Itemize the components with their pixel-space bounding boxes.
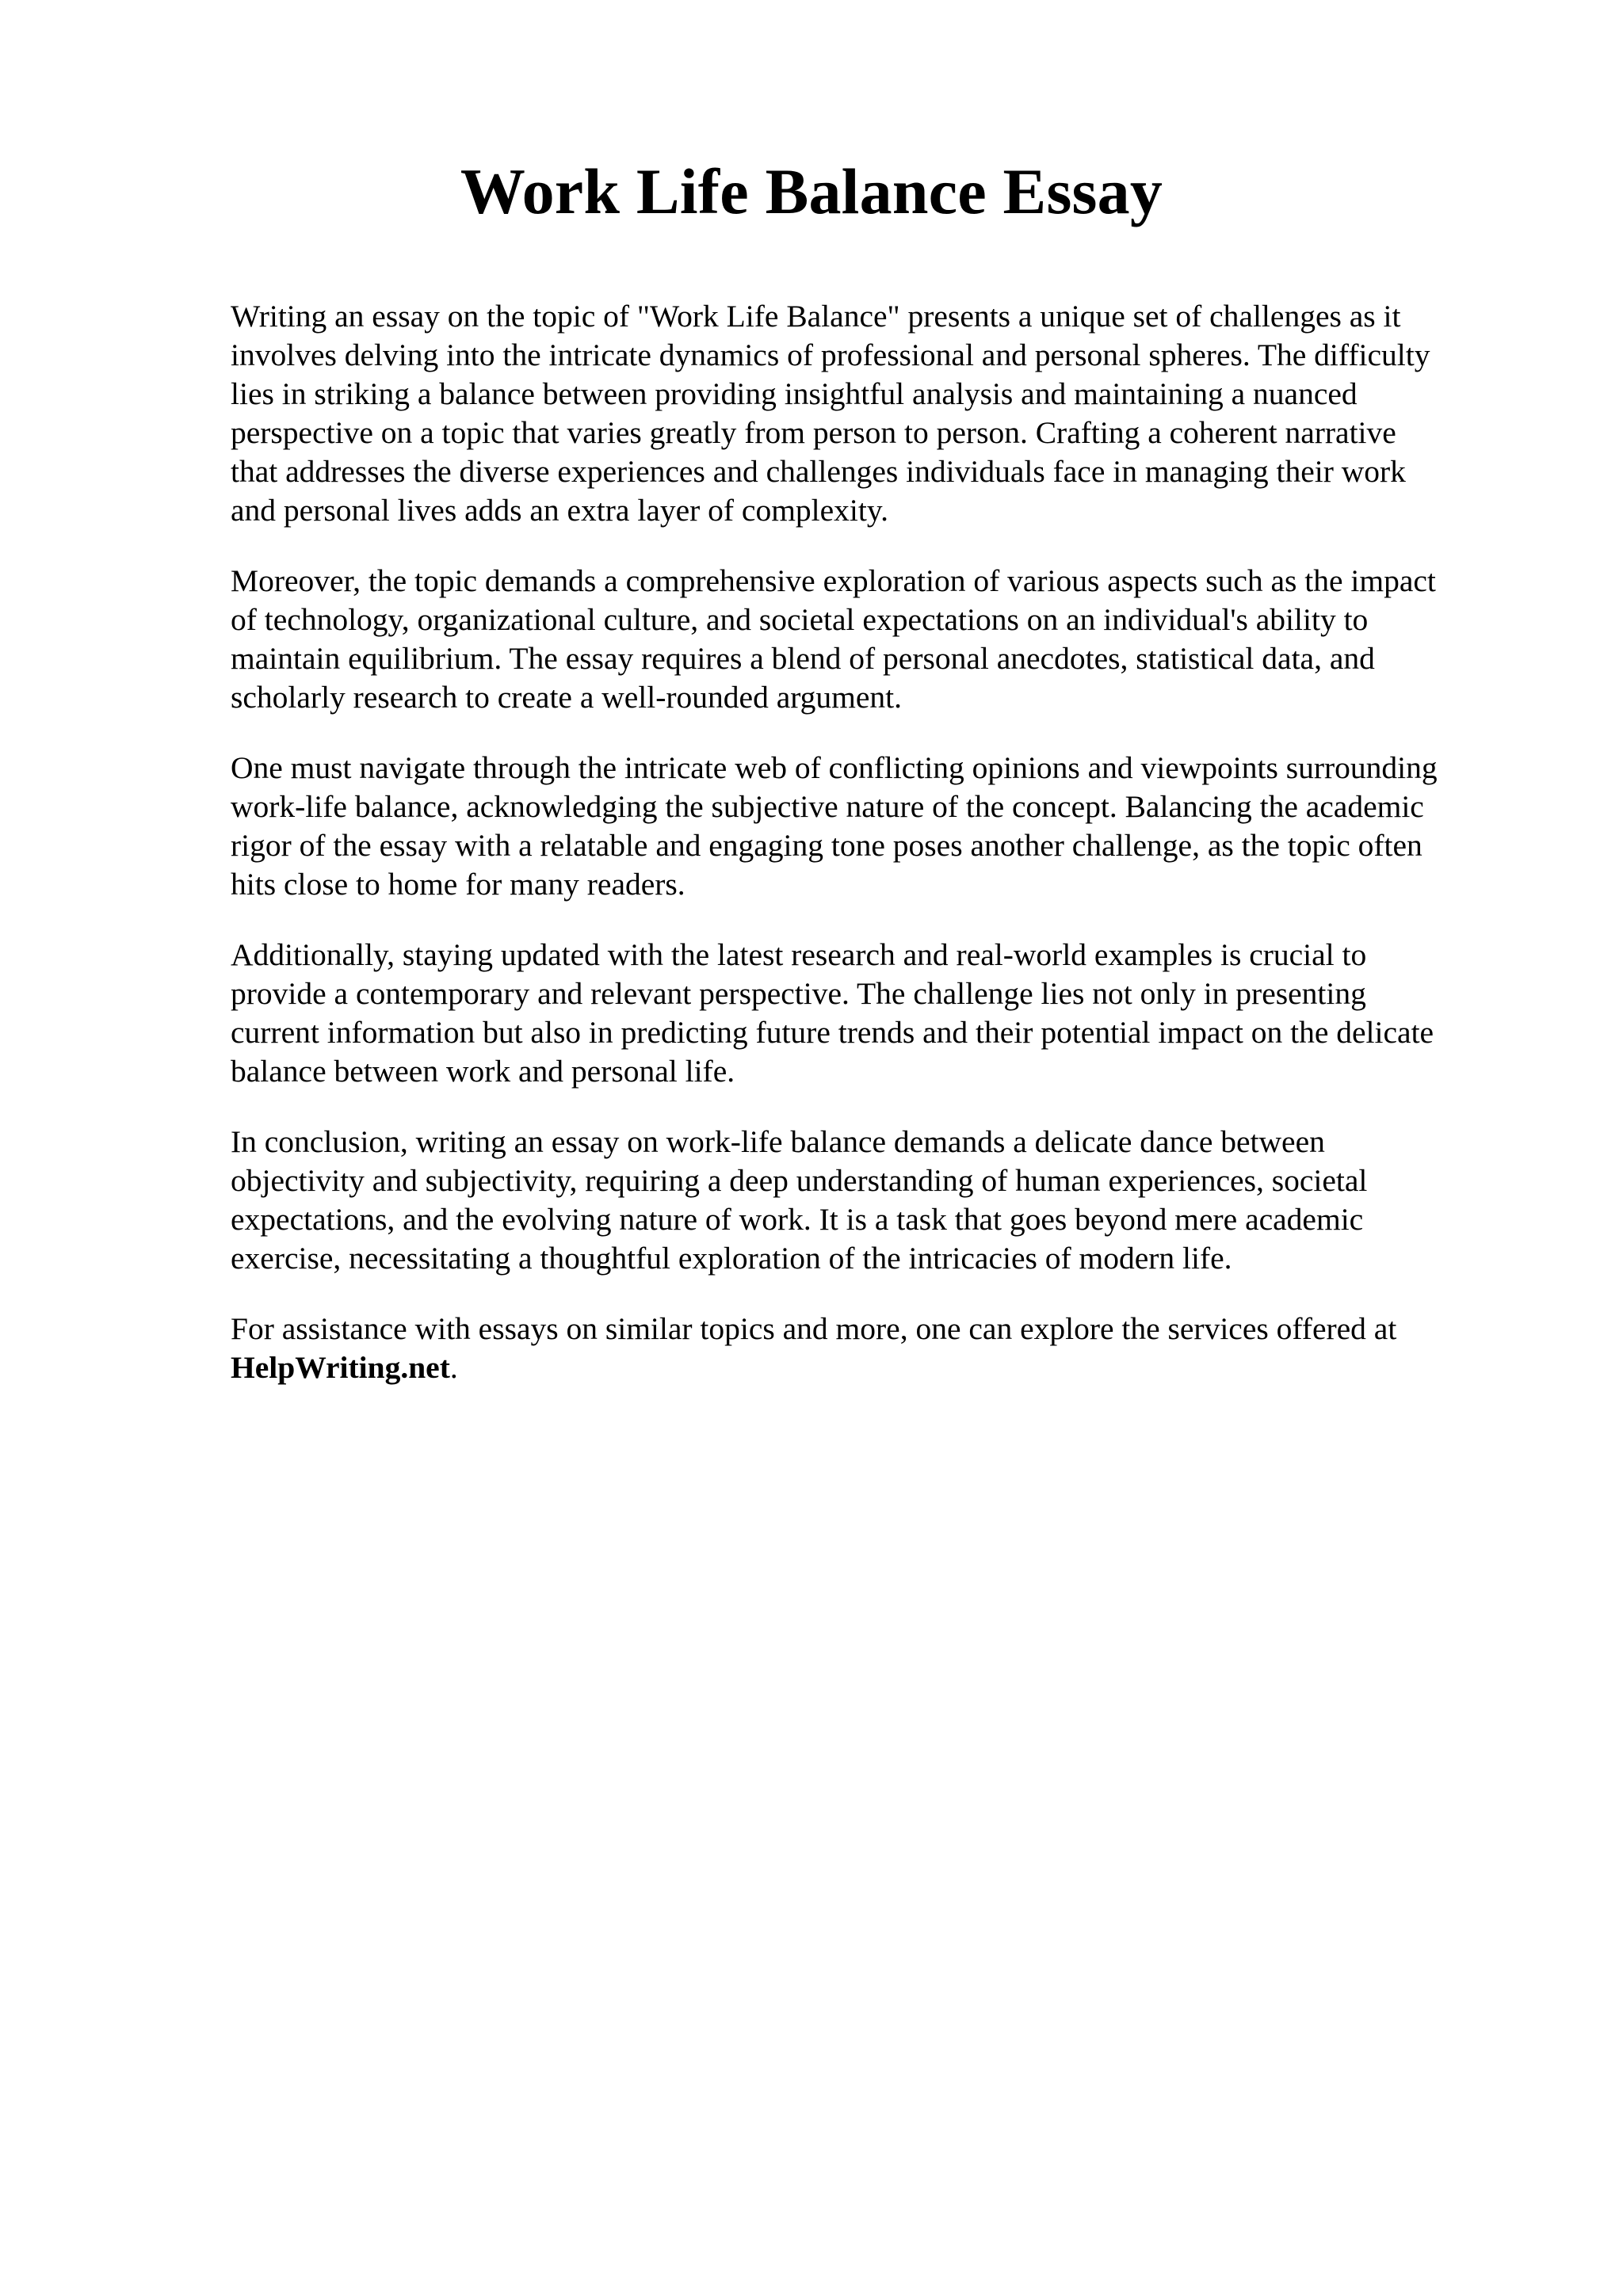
paragraph-4 [231,936,1514,1091]
paragraph-line: exercise, necessitating a thoughtful exploration of the intricacies of modern life. [231,1241,1232,1276]
paragraph-2 [231,562,1514,717]
paragraph-line: rigor of the essay with a relatable and engaging tone poses another challenge, as the topic often [231,828,1423,863]
helpwriting-link[interactable]: HelpWriting.net [231,1350,450,1385]
paragraph-line: expectations, and the evolving nature of work. It is a task that goes beyond mere academic [231,1202,1364,1237]
paragraph-line: Writing an essay on the topic of "Work Life Balance" presents a unique set of challenges as it [231,299,1401,334]
paragraph-line: lies in striking a balance between providing insightful analysis and maintaining a nuanced [231,376,1358,411]
paragraph-1 [231,297,1514,530]
paragraph-line: scholarly research to create a well-rounded argument. [231,680,903,715]
closing-period: . [449,1350,458,1385]
paragraph-line: balance between work and personal life. [231,1054,735,1089]
paragraph-line: objectivity and subjectivity, requiring a deep understanding of human experiences, societal [231,1163,1368,1198]
paragraph-line: One must navigate through the intricate web of conflicting opinions and viewpoints surrounding [231,750,1438,785]
paragraph-line: hits close to home for many readers. [231,867,685,902]
paragraph-line: provide a contemporary and relevant perspective. The challenge lies not only in presenting [231,976,1366,1011]
paragraph-3 [231,749,1514,904]
paragraph-line: maintain equilibrium. The essay requires a blend of personal anecdotes, statistical data, and [231,641,1375,676]
closing-paragraph [231,1310,1514,1387]
closing-line: For assistance with essays on similar topics and more, one can explore the services offered at [231,1311,1397,1346]
paragraph-line: Moreover, the topic demands a comprehensive exploration of various aspects such as the impact [231,563,1436,598]
paragraph-line: work-life balance, acknowledging the subjective nature of the concept. Balancing the academic [231,789,1424,824]
paragraph-line: current information but also in predicting future trends and their potential impact on the delicate [231,1015,1434,1050]
paragraph-line: involves delving into the intricate dynamics of professional and personal spheres. The difficulty [231,338,1430,372]
paragraph-line: In conclusion, writing an essay on work-life balance demands a delicate dance between [231,1124,1325,1159]
paragraph-line: perspective on a topic that varies greatly from person to person. Crafting a coherent narrative [231,415,1396,450]
document-title: Work Life Balance Essay [460,155,1163,227]
paragraph-5 [231,1123,1514,1278]
paragraph-line: that addresses the diverse experiences and challenges individuals face in managing their work [231,454,1406,489]
closing-brand-line [231,1348,1514,1387]
paragraph-line: of technology, organizational culture, and societal expectations on an individual's ability to [231,602,1369,637]
paragraph-line: Additionally, staying updated with the latest research and real-world examples is crucial to [231,937,1367,972]
document-body [231,297,1514,1419]
paragraph-line: and personal lives adds an extra layer of complexity. [231,493,888,528]
